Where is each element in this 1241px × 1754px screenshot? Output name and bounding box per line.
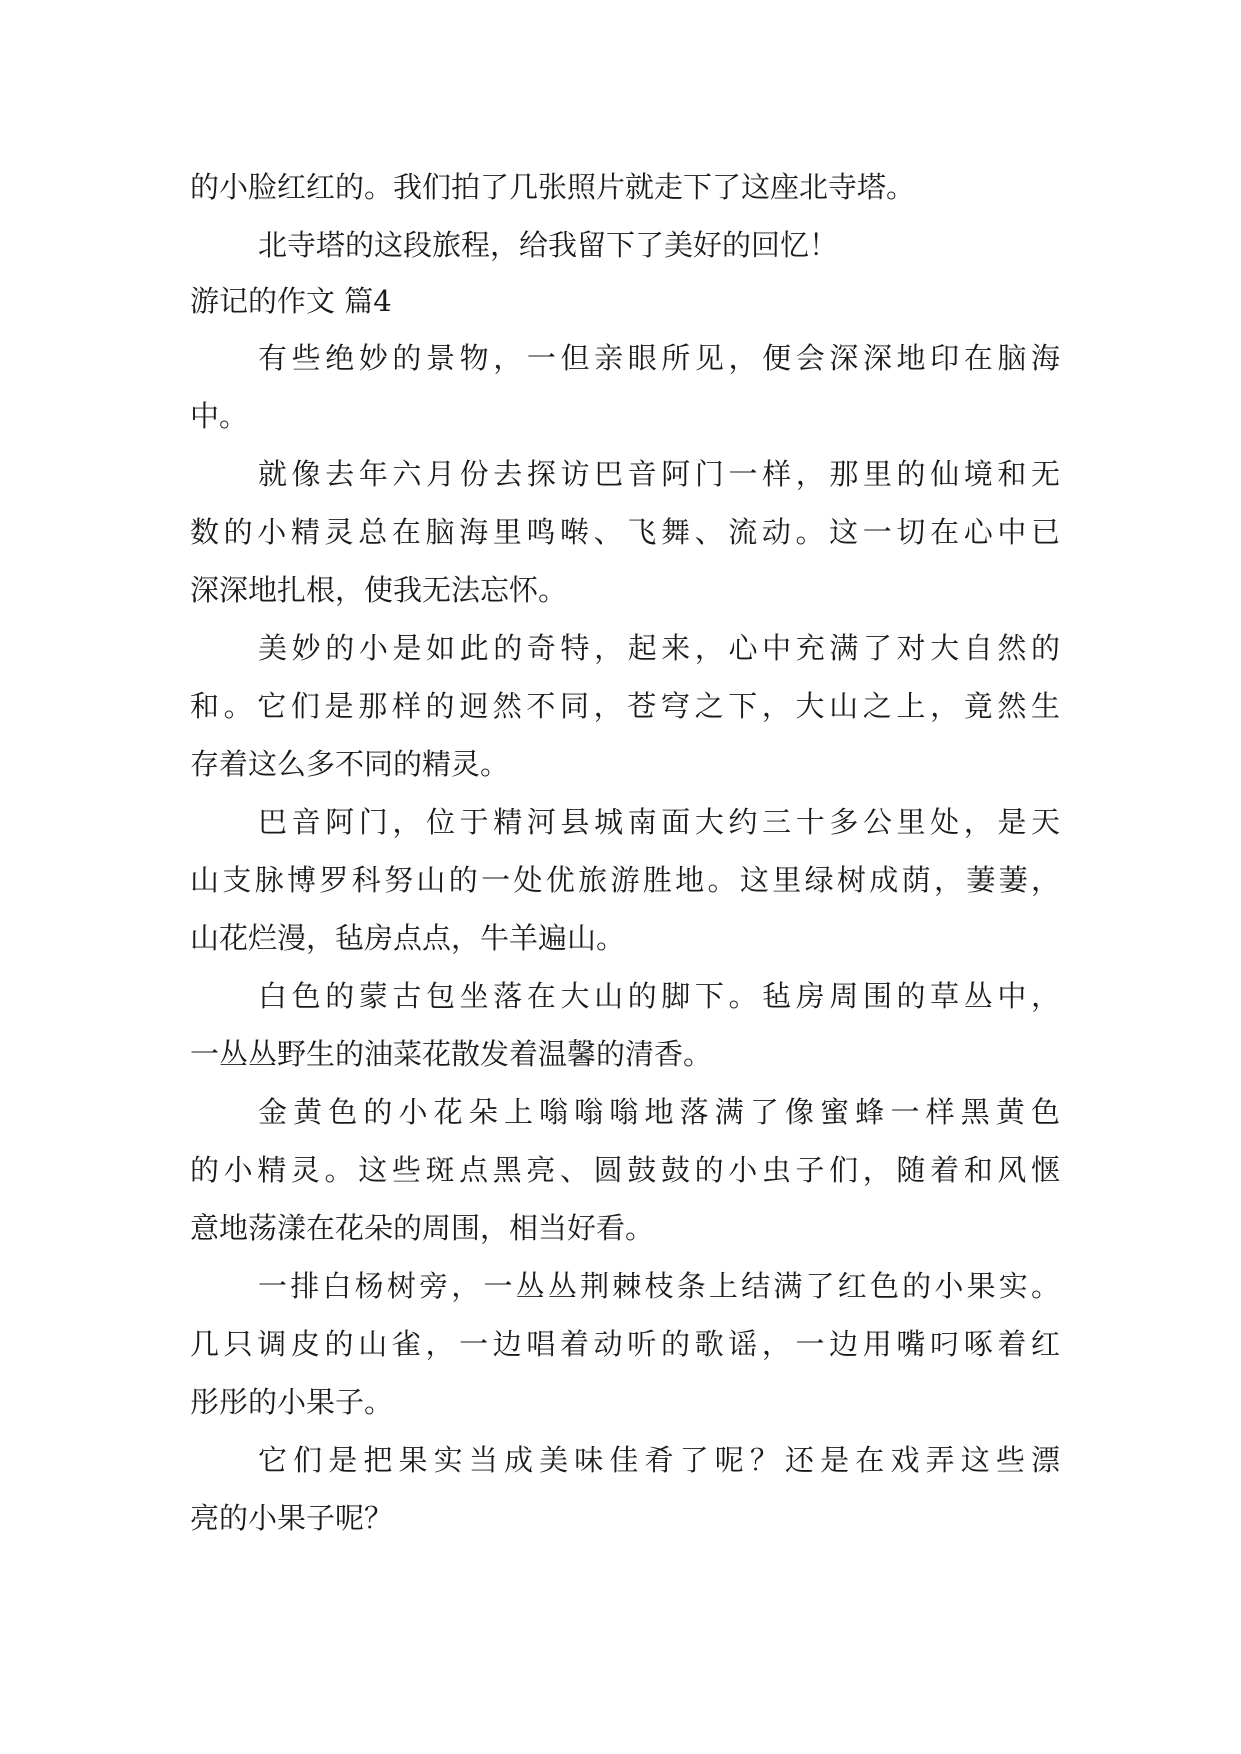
section-heading: 游记的作文 篇4 bbox=[190, 284, 392, 318]
text-line: 一排白杨树旁，一丛丛荆棘枝条上结满了红色的小果实。 bbox=[258, 1269, 1060, 1303]
text-line: 白色的蒙古包坐落在大山的脚下。毡房周围的草丛中， bbox=[258, 979, 1060, 1013]
text-line: 彤彤的小果子。 bbox=[190, 1385, 394, 1419]
text-line: 就像去年六月份去探访巴音阿门一样，那里的仙境和无 bbox=[258, 457, 1060, 491]
text-line: 深深地扎根，使我无法忘怀。 bbox=[190, 573, 568, 607]
text-line: 美妙的小是如此的奇特，起来，心中充满了对大自然的 bbox=[258, 631, 1060, 665]
text-line: 存着这么多不同的精灵。 bbox=[190, 747, 510, 781]
text-line: 的小精灵。这些斑点黑亮、圆鼓鼓的小虫子们，随着和风惬 bbox=[190, 1153, 1060, 1187]
text-line: 一丛丛野生的油菜花散发着温馨的清香。 bbox=[190, 1037, 713, 1071]
text-line: 的小脸红红的。我们拍了几张照片就走下了这座北寺塔。 bbox=[190, 170, 916, 204]
text-line: 和。它们是那样的迥然不同，苍穹之下，大山之上，竟然生 bbox=[190, 689, 1060, 723]
text-line: 北寺塔的这段旅程，给我留下了美好的回忆！ bbox=[258, 228, 839, 262]
text-line: 中。 bbox=[190, 399, 249, 433]
text-line: 巴音阿门，位于精河县城南面大约三十多公里处，是天 bbox=[258, 805, 1060, 839]
text-line: 山支脉博罗科努山的一处优旅游胜地。这里绿树成荫，萋萋， bbox=[190, 863, 1060, 897]
text-line: 山花烂漫，毡房点点，牛羊遍山。 bbox=[190, 921, 626, 955]
text-line: 亮的小果子呢？ bbox=[190, 1501, 394, 1535]
text-line: 意地荡漾在花朵的周围，相当好看。 bbox=[190, 1211, 655, 1245]
text-line: 数的小精灵总在脑海里鸣啭、飞舞、流动。这一切在心中已 bbox=[190, 515, 1060, 549]
text-line: 几只调皮的山雀，一边唱着动听的歌谣，一边用嘴叼啄着红 bbox=[190, 1327, 1060, 1361]
document-body bbox=[190, 158, 1060, 1547]
text-line: 金黄色的小花朵上嗡嗡嗡地落满了像蜜蜂一样黑黄色 bbox=[258, 1095, 1060, 1129]
text-line: 有些绝妙的景物，一但亲眼所见，便会深深地印在脑海 bbox=[258, 341, 1060, 375]
text-line: 它们是把果实当成美味佳肴了呢？还是在戏弄这些漂 bbox=[258, 1443, 1060, 1477]
